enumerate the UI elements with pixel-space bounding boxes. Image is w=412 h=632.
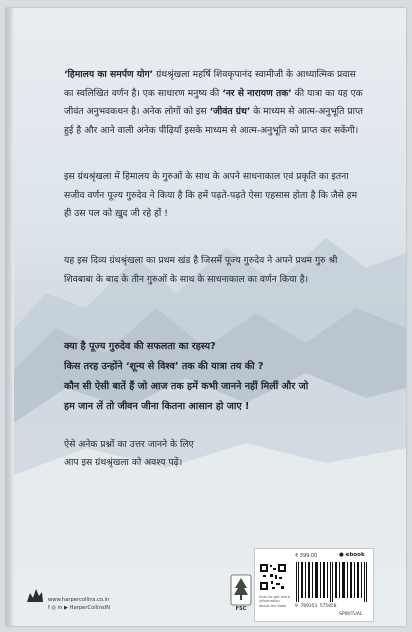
- qr-code-icon: [259, 563, 287, 591]
- back-cover: [6, 8, 406, 626]
- intro-text-2: की यात्रा का यह एक जीवंत अनुभवकथन है। अनेक लोगों को इस: [64, 87, 363, 117]
- series-title: ‘हिमालय का समर्पण योग’: [64, 69, 154, 80]
- harpercollins-logo-icon: [26, 587, 44, 603]
- closing-line-2: आप इस ग्रंथश्रृंखला को अवश्य पढ़ें।: [64, 457, 183, 468]
- publisher-website: www.harpercollins.co.in: [48, 597, 110, 603]
- isbn-barcode: [295, 562, 369, 602]
- subject-category: SPIRITUAL: [339, 612, 363, 617]
- description-paragraph: इस ग्रंथश्रृंखला में हिमालय के गुरुओं के साथ के अपने साधनाकाल एवं प्रकृति का इतना सजीव वर्णन पूज्य गुरुदेव ने किया है कि हमें पढ़ते-पढ़ते ऐसा एहसास होता है कि जैसे हम ही उस पल को ख़ुद जी रहे हों !: [64, 171, 358, 219]
- isbn-number: 9 789353 575058: [295, 604, 337, 609]
- quote-nar-se-narayan: ‘नर से नारायण तक’: [222, 87, 292, 99]
- closing-line-1: ऐसे अनेक प्रश्नों का उत्तर जानने के लिए: [64, 439, 194, 450]
- fsc-tree-icon: [230, 574, 252, 606]
- qr-caption: Scan to get more information about the book: [259, 595, 290, 608]
- barcode-panel: [254, 548, 374, 622]
- spine-edge: [6, 8, 14, 626]
- intro-text-3: के माध्यम से आत्म-अनुभूति प्राप्त हुई है और आने वाली अनेक पीढ़ियाँ इसके माध्यम से आत्म-अनुभूति को प्राप्त कर सकेंगी।: [64, 106, 364, 136]
- price-label: ₹ 399.00: [295, 553, 318, 559]
- question-4: हम जान लें तो जीवन जीना कितना आसान हो जाए !: [64, 401, 250, 412]
- question-3: कौन सी ऐसी बातें हैं जो आज तक हमें कभी जानने नहीं मिलीं और जो: [64, 381, 309, 392]
- question-1: क्या है पूज्य गुरुदेव की सफलता का रहस्य?: [64, 341, 216, 352]
- intro-paragraph: [64, 66, 364, 140]
- question-2: किस तरह उन्होंने ‘शून्य से विश्व’ तक की यात्रा तय की ?: [64, 361, 264, 372]
- publisher-social-handles: f ◎ in ▶ HarperCollinsIN: [48, 605, 111, 611]
- fsc-certification: [230, 574, 252, 616]
- ebook-badge: ● ebook: [339, 552, 365, 558]
- intro-text-1: ग्रंथश्रृंखला महर्षि शिवकृपानंद स्वामीजी के आध्यात्मिक प्रवास का स्वलिखित वर्णन है। एक साधारण मनुष्य की: [64, 69, 356, 99]
- quote-jivant-granth: ‘जीवंत ग्रंथ’: [209, 106, 251, 117]
- fsc-label: FSC: [235, 606, 247, 612]
- first-volume-paragraph: यह इस दिव्य ग्रंथश्रृंखला का प्रथम खंड है जिसमें पूज्य गुरुदेव ने अपने प्रथम गुरु श्री शिवबाबा के बाद के तीन गुरुओं के साथ के साधनाकाल का वर्णन किया है।: [64, 255, 338, 285]
